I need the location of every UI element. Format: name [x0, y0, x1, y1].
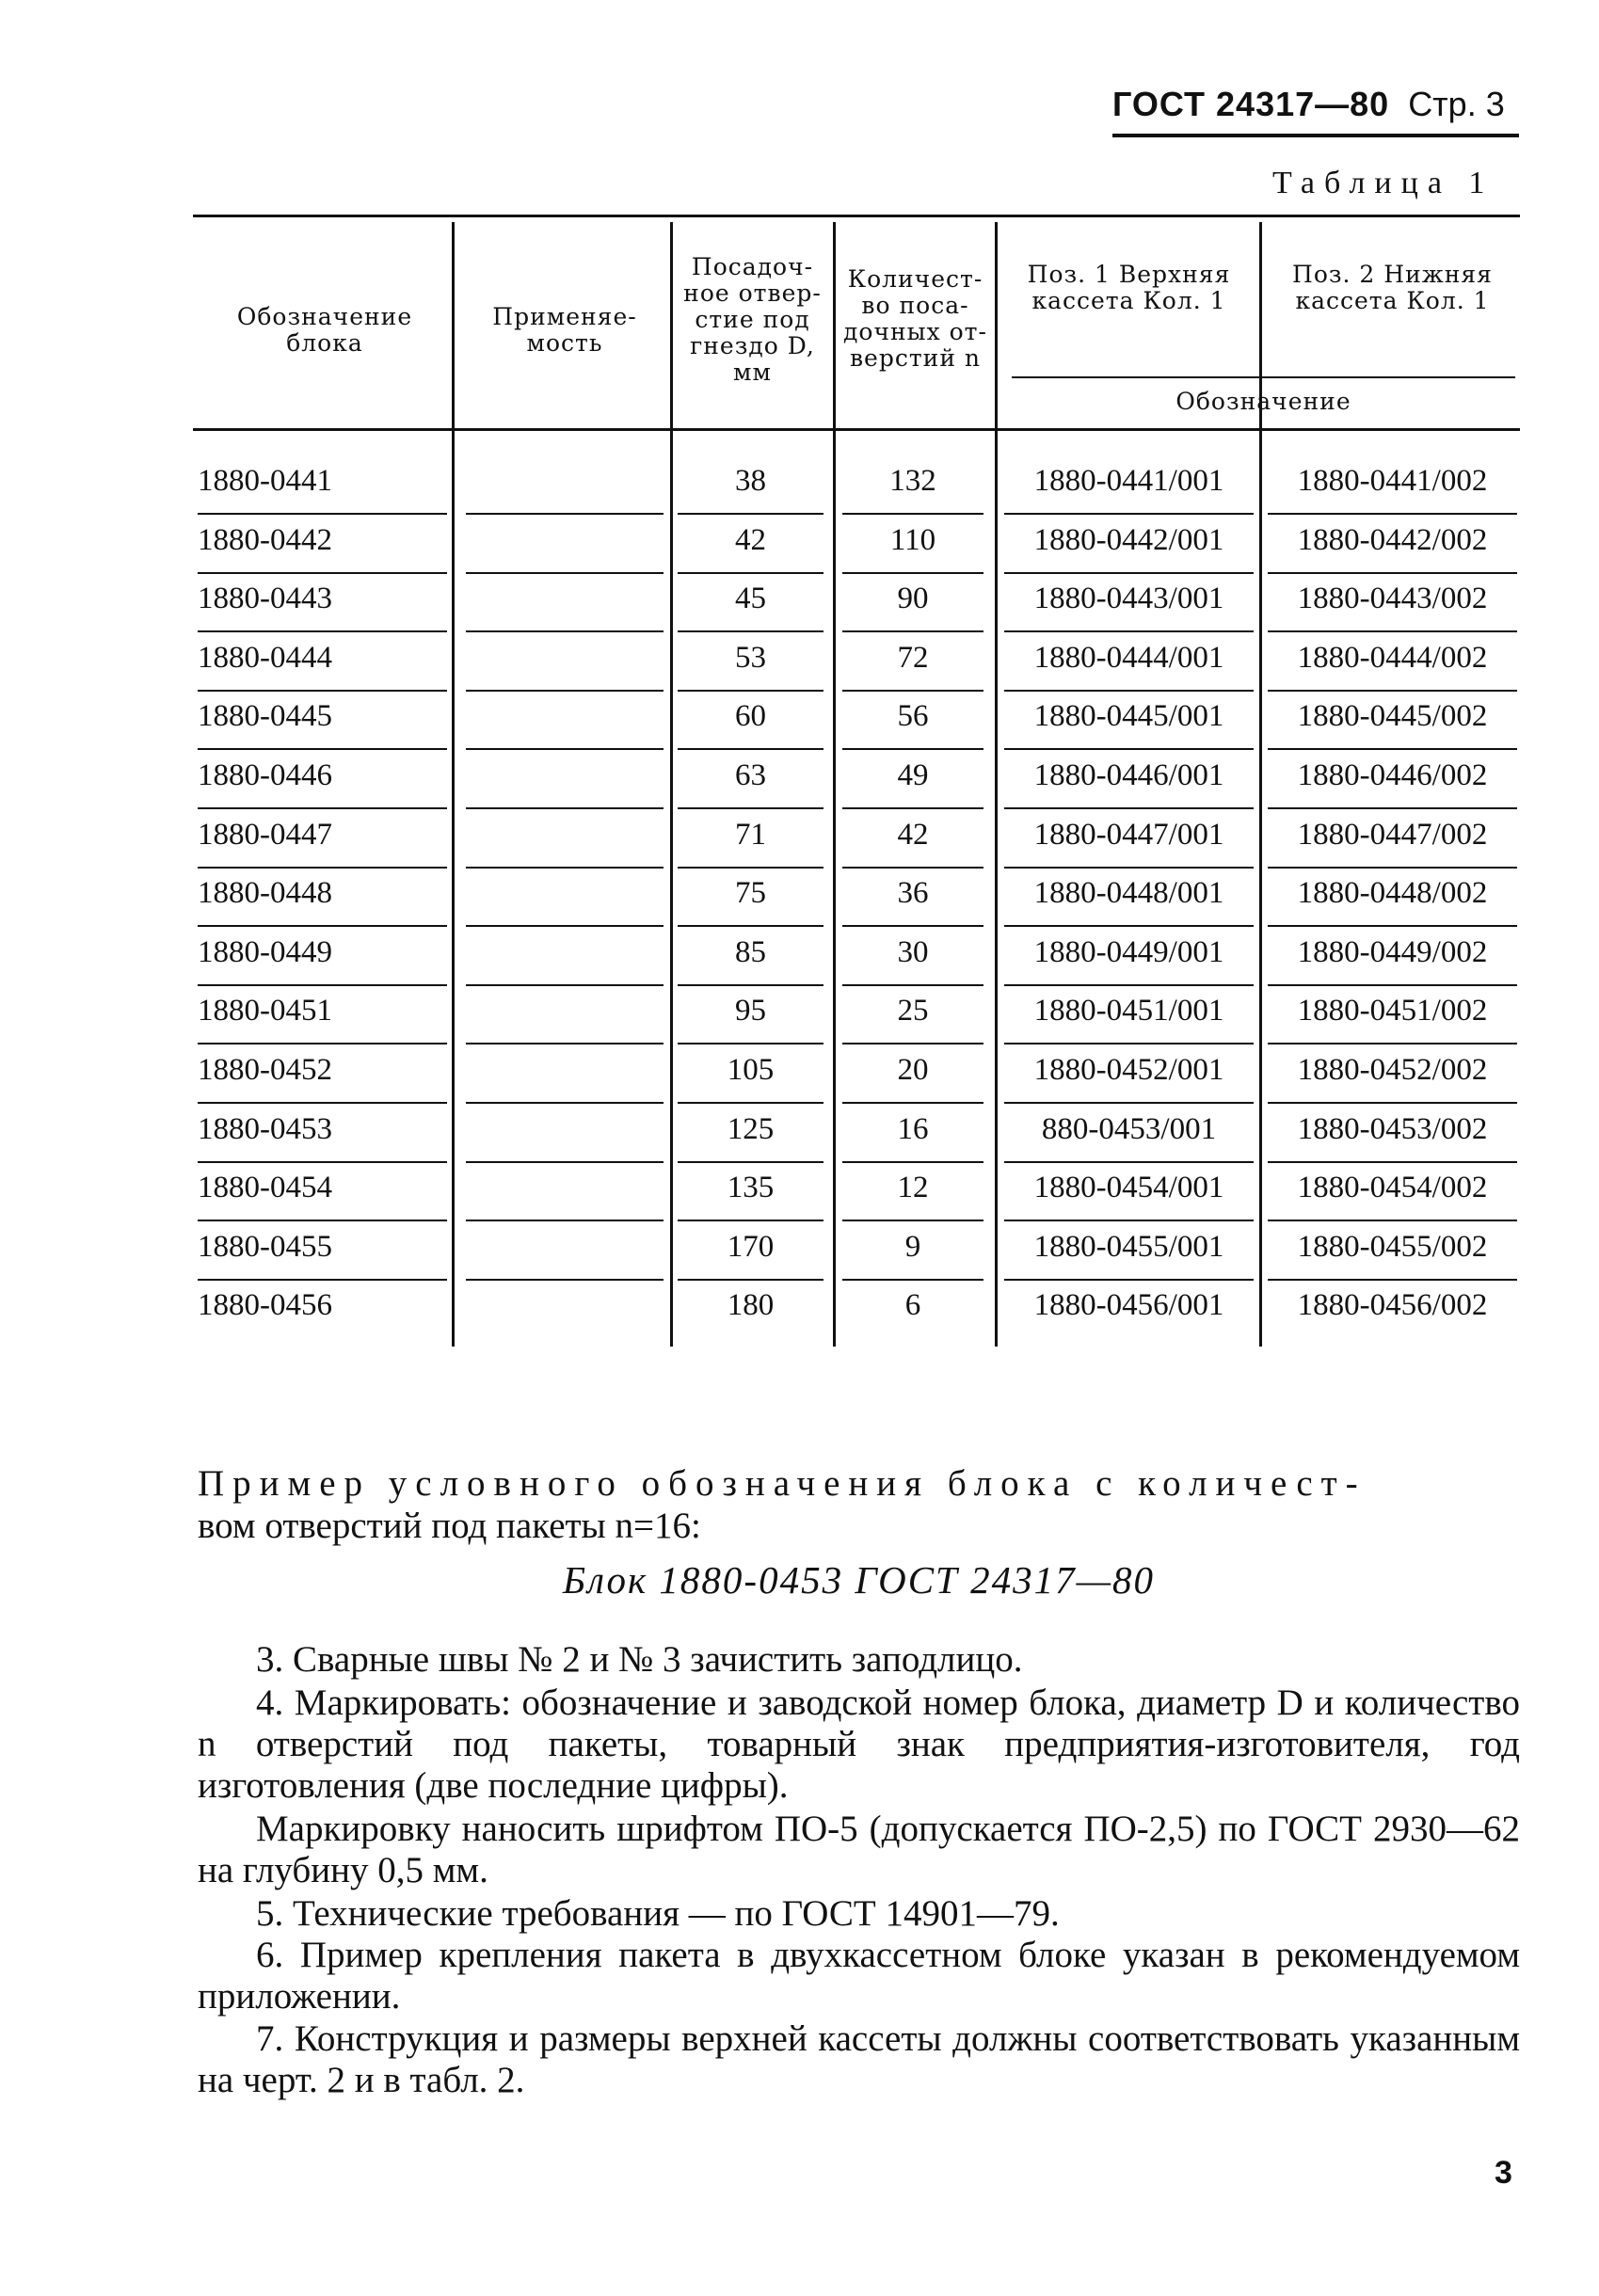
cell-seat-hole-d: 38: [678, 454, 823, 515]
header-designation-sub: Обозначение: [1175, 388, 1351, 415]
cell-upper-cassette: 1880-0456/001: [1033, 1288, 1224, 1323]
cell-upper-cassette: 1880-0442/001: [1004, 514, 1254, 574]
cell-hole-count-n: 72: [842, 631, 983, 692]
cell-seat-hole-d: 85: [678, 926, 823, 986]
item-4: 4. Маркировать: обозначение и заводской номер блока, диаметр D и количество n отверстий под пакеты, товарный знак предприятия-изготовителя, год изготовления (две последние цифры).: [198, 1682, 1520, 1806]
cell-applicability: [466, 514, 664, 574]
example-formula: Блок 1880-0453 ГОСТ 24317—80: [562, 1558, 1156, 1602]
cell-upper-cassette: 1880-0441/001: [1004, 454, 1254, 515]
item-7: 7. Конструкция и размеры верхней кассеты должны соответствовать указанным на черт. 2 и в табл. 2.: [198, 2018, 1520, 2100]
cell-upper-cassette: 1880-0444/001: [1004, 631, 1254, 692]
item-6: 6. Пример крепления пакета в двухкассетном блоке указан в рекомендуемом приложении.: [198, 1935, 1520, 2017]
item-4-marking: Маркировку наносить шрифтом ПО-5 (допускается ПО-2,5) по ГОСТ 2930—62 на глубину 0,5 мм.: [198, 1809, 1520, 1890]
cell-lower-cassette: 1880-0445/002: [1268, 690, 1517, 750]
cell-hole-count-n: 110: [842, 514, 983, 574]
page-number: 3: [1495, 2155, 1512, 2191]
cell-upper-cassette: 1880-0452/001: [1004, 1044, 1254, 1104]
cell-seat-hole-d: 60: [678, 690, 823, 750]
cell-seat-hole-d: 125: [678, 1103, 823, 1163]
table-label: Таблица 1: [1272, 166, 1495, 200]
cell-upper-cassette: 1880-0455/001: [1004, 1220, 1254, 1281]
cell-hole-count-n: 30: [842, 926, 983, 986]
cell-applicability: [466, 1220, 664, 1281]
cell-upper-cassette: 880-0453/001: [1004, 1103, 1254, 1163]
cell-hole-count-n: 36: [842, 867, 983, 927]
table-row: [193, 454, 1520, 513]
cell-hole-count-n: 12: [842, 1161, 983, 1221]
cell-seat-hole-d: 135: [678, 1161, 823, 1221]
cell-applicability: [466, 984, 664, 1044]
cell-seat-hole-d: 53: [678, 631, 823, 692]
cell-lower-cassette: 1880-0448/002: [1268, 867, 1517, 927]
cell-seat-hole-d: 180: [727, 1288, 775, 1323]
cell-block-designation: 1880-0449: [198, 926, 447, 986]
cell-block-designation: 1880-0443: [198, 572, 447, 632]
cell-lower-cassette: 1880-0453/002: [1268, 1103, 1517, 1163]
cell-lower-cassette: 1880-0451/002: [1268, 984, 1517, 1044]
cell-hole-count-n: 20: [842, 1044, 983, 1104]
cell-upper-cassette: 1880-0449/001: [1004, 926, 1254, 986]
cell-applicability: [466, 808, 664, 869]
table-row: [193, 1220, 1520, 1279]
table-row: [193, 808, 1520, 867]
cell-lower-cassette: 1880-0452/002: [1268, 1044, 1517, 1104]
cell-lower-cassette: 1880-0447/002: [1268, 808, 1517, 869]
page-header: [1112, 85, 1527, 124]
cell-seat-hole-d: 95: [678, 984, 823, 1044]
cell-seat-hole-d: 71: [678, 808, 823, 869]
header-applicability: Применяе-мость: [492, 303, 637, 357]
cell-block-designation: 1880-0453: [198, 1103, 447, 1163]
cell-block-designation: 1880-0442: [198, 514, 447, 574]
cell-lower-cassette: 1880-0455/002: [1268, 1220, 1517, 1281]
page-label: Стр. 3: [1408, 85, 1505, 123]
standard-number: ГОСТ 24317—80: [1112, 85, 1390, 123]
cell-applicability: [466, 690, 664, 750]
cell-hole-count-n: 42: [842, 808, 983, 869]
cell-applicability: [466, 631, 664, 692]
designation-sub-rule: [1012, 376, 1515, 378]
cell-applicability: [466, 572, 664, 632]
cell-lower-cassette: 1880-0443/002: [1268, 572, 1517, 632]
cell-applicability: [466, 926, 664, 986]
cell-lower-cassette: 1880-0456/002: [1297, 1288, 1488, 1323]
cell-lower-cassette: 1880-0444/002: [1268, 631, 1517, 692]
cell-applicability: [466, 1279, 664, 1337]
cell-block-designation: 1880-0448: [198, 867, 447, 927]
cell-hole-count-n: 6: [904, 1288, 921, 1323]
table-row: [193, 690, 1520, 748]
cell-upper-cassette: 1880-0448/001: [1004, 867, 1254, 927]
header-hole-count: Количест-во поса-дочных от-верстий n: [843, 265, 987, 372]
table-header-rule: [193, 428, 1520, 431]
cell-applicability: [466, 1161, 664, 1221]
item-3: 3. Сварные швы № 2 и № 3 зачистить заподлицо.: [256, 1639, 1023, 1680]
table-row: [193, 514, 1520, 572]
cell-seat-hole-d: 42: [678, 514, 823, 574]
cell-lower-cassette: 1880-0446/002: [1268, 749, 1517, 809]
cell-block-designation: 1880-0451: [198, 984, 447, 1044]
example-intro-line2: вом отверстий под пакеты n=16:: [198, 1506, 701, 1546]
header-pos1: Поз. 1 Верхняя кассета Кол. 1: [1027, 261, 1231, 314]
cell-seat-hole-d: 75: [678, 867, 823, 927]
header-rule: [1112, 134, 1519, 137]
cell-hole-count-n: 9: [842, 1220, 983, 1281]
header-pos2: Поз. 2 Нижняя кассета Кол. 1: [1292, 261, 1493, 314]
cell-upper-cassette: 1880-0445/001: [1004, 690, 1254, 750]
cell-block-designation: 1880-0447: [198, 808, 447, 869]
cell-applicability: [466, 454, 664, 515]
table-row: [193, 749, 1520, 807]
table-row: [193, 867, 1520, 925]
blocks-table: [193, 215, 1520, 1344]
cell-block-designation: 1880-0455: [198, 1220, 447, 1281]
cell-seat-hole-d: 63: [678, 749, 823, 809]
header-seat-hole: Посадоч-ное отвер-стие под гнездо D, мм: [683, 253, 822, 386]
cell-applicability: [466, 749, 664, 809]
cell-hole-count-n: 90: [842, 572, 983, 632]
cell-hole-count-n: 132: [842, 454, 983, 515]
cell-seat-hole-d: 170: [678, 1220, 823, 1281]
cell-upper-cassette: 1880-0447/001: [1004, 808, 1254, 869]
cell-upper-cassette: 1880-0446/001: [1004, 749, 1254, 809]
cell-upper-cassette: 1880-0443/001: [1004, 572, 1254, 632]
cell-applicability: [466, 1044, 664, 1104]
table-row: [193, 631, 1520, 690]
cell-block-designation: 1880-0444: [198, 631, 447, 692]
cell-seat-hole-d: 105: [678, 1044, 823, 1104]
item-5: 5. Технические требования — по ГОСТ 14901—79.: [256, 1893, 1060, 1934]
cell-block-designation: 1880-0452: [198, 1044, 447, 1104]
cell-block-designation: 1880-0456: [198, 1288, 332, 1323]
table-row: [193, 572, 1520, 630]
header-designation: Обозначение блока: [236, 303, 413, 357]
cell-hole-count-n: 25: [842, 984, 983, 1044]
table-row: [193, 984, 1520, 1043]
cell-lower-cassette: 1880-0449/002: [1268, 926, 1517, 986]
table-top-rule: [193, 215, 1520, 217]
cell-lower-cassette: 1880-0442/002: [1268, 514, 1517, 574]
table-row: [193, 926, 1520, 984]
cell-applicability: [466, 867, 664, 927]
cell-block-designation: 1880-0445: [198, 690, 447, 750]
cell-hole-count-n: 49: [842, 749, 983, 809]
cell-block-designation: 1880-0446: [198, 749, 447, 809]
cell-block-designation: 1880-0441: [198, 454, 447, 515]
table-row: [193, 1279, 1520, 1337]
cell-hole-count-n: 56: [842, 690, 983, 750]
cell-lower-cassette: 1880-0454/002: [1268, 1161, 1517, 1221]
cell-applicability: [466, 1103, 664, 1163]
cell-seat-hole-d: 45: [678, 572, 823, 632]
cell-block-designation: 1880-0454: [198, 1161, 447, 1221]
cell-upper-cassette: 1880-0451/001: [1004, 984, 1254, 1044]
cell-hole-count-n: 16: [842, 1103, 983, 1163]
example-intro: Пример условного обозначения блока с количест-: [198, 1463, 1367, 1504]
cell-upper-cassette: 1880-0454/001: [1004, 1161, 1254, 1221]
table-row: [193, 1161, 1520, 1220]
table-row: [193, 1044, 1520, 1102]
cell-lower-cassette: 1880-0441/002: [1268, 454, 1517, 515]
table-row: [193, 1103, 1520, 1161]
